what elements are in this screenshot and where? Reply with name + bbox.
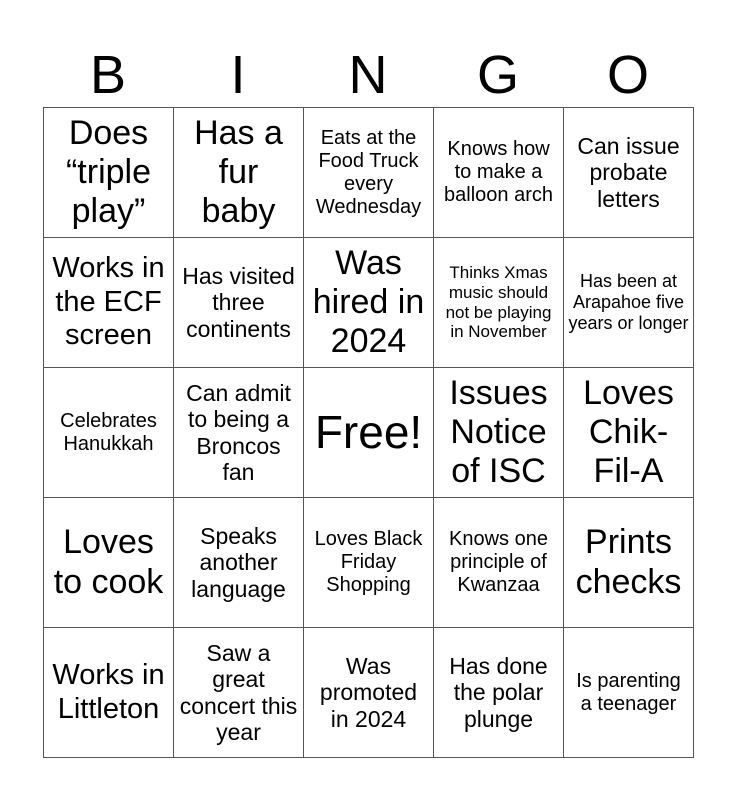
header-letter-b: B <box>89 45 127 105</box>
bingo-cell[interactable]: Knows how to make a balloon arch <box>434 108 564 238</box>
grid-row <box>44 238 694 368</box>
bingo-cell[interactable]: Was promoted in 2024 <box>304 628 434 758</box>
bingo-cell[interactable]: Thinks Xmas music should not be playing in November <box>434 238 564 368</box>
bingo-cell[interactable]: Works in Littleton <box>44 628 174 758</box>
bingo-cell[interactable]: Works in the ECF screen <box>44 238 174 368</box>
grid-row <box>44 498 694 628</box>
free-cell[interactable]: Free! <box>304 368 434 498</box>
bingo-cell[interactable]: Knows one principle of Kwanzaa <box>434 498 564 628</box>
bingo-cell[interactable]: Loves Black Friday Shopping <box>304 498 434 628</box>
bingo-cell[interactable]: Issues Notice of ISC <box>434 368 564 498</box>
header-letter-g: G <box>476 45 519 105</box>
bingo-cell[interactable]: Saw a great concert this year <box>174 628 304 758</box>
bingo-header <box>43 42 693 108</box>
bingo-cell[interactable]: Was hired in 2024 <box>304 238 434 368</box>
bingo-cell[interactable]: Eats at the Food Truck every Wednesday <box>304 108 434 238</box>
bingo-cell[interactable]: Speaks another language <box>174 498 304 628</box>
grid-row <box>44 368 694 498</box>
grid-row <box>44 628 694 758</box>
bingo-cell[interactable]: Has done the polar plunge <box>434 628 564 758</box>
bingo-cell[interactable]: Can issue probate letters <box>564 108 694 238</box>
bingo-cell[interactable]: Prints checks <box>564 498 694 628</box>
bingo-cell[interactable]: Can admit to being a Broncos fan <box>174 368 304 498</box>
bingo-cell[interactable]: Is parenting a teenager <box>564 628 694 758</box>
header-letter-n: N <box>348 45 388 105</box>
bingo-cell[interactable]: Has been at Arapahoe five years or longer <box>564 238 694 368</box>
bingo-cell[interactable]: Loves to cook <box>44 498 174 628</box>
grid-row <box>44 108 694 238</box>
bingo-cell[interactable]: Has visited three continents <box>174 238 304 368</box>
header-letter-o: O <box>606 45 649 105</box>
header-letter-i: I <box>230 45 246 105</box>
bingo-grid <box>43 107 694 758</box>
bingo-cell[interactable]: Has a fur baby <box>174 108 304 238</box>
bingo-cell[interactable]: Loves Chik-Fil-A <box>564 368 694 498</box>
bingo-cell[interactable]: Celebrates Hanukkah <box>44 368 174 498</box>
bingo-cell[interactable]: Does “triple play” <box>44 108 174 238</box>
